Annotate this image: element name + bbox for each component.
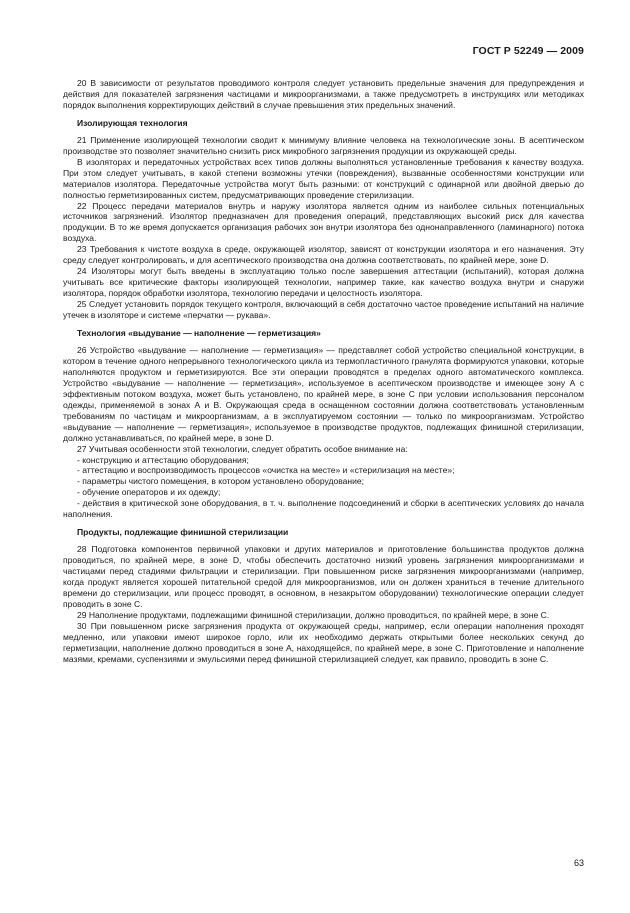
page-number: 63 — [573, 858, 584, 868]
list-item: - параметры чистого помещения, в котором установлено оборудование; — [77, 476, 365, 487]
paragraph-28: 28 Подготовка компонентов первичной упаковки и других материалов и приготовление большинства продуктов должна проводиться, по крайней мере, в зоне D, чтобы обеспечить достаточно низкий уровень загрязнения микроорганизмами и частицами перед стадиями фильтрации и стерилизации. При повышенном риске загрязнения микроорганизмами (например, когда продукт является хорошей питательной средой для микроорганизмов, или он должен храниться в течение длительного времени до стерилизации, или процесс проводят, в основном, в незакрытом оборудовании) технологические операции следует проводить в зоне С. — [63, 544, 584, 609]
paragraph-25: 25 Следует установить порядок текущего контроля, включающий в себя достаточно частое проведение испытаний на наличие утечек в изоляторе и системе «перчатки — рукава». — [63, 299, 584, 321]
paragraph-21-cont: В изоляторах и передаточных устройствах всех типов должны выполняться установленные требования к качеству воздуха. При этом следует учитывать, в какой степени возможны утечки (повреждения), вызванные особенностями конструкции или материалов изолятора. Передаточные устройства могут быть разными: от конструкций с одинарной или двойной дверью до полностью герметизированных систем, предусматривающих проведение стерилизации. — [63, 156, 584, 200]
paragraph-27: 27 Учитывая особенности этой технологии, следует обратить особое внимание на: — [77, 443, 408, 454]
heading-isolating-technology: Изолирующая технология — [77, 117, 188, 128]
list-item: - конструкцию и аттестацию оборудования; — [77, 454, 249, 465]
paragraph-30: 30 При повышенном риске загрязнения продукта от окружающей среды, например, если операции наполнения проходят медленно, или упаковки имеют широкое горло, или их необходимо держать открытыми более нескольких секунд до герметизации, наполнение должно проводиться в зоне А, находящейся, по крайней мере, в зоне С. Приготовление и наполнение мазями, кремами, суспензиями и эмульсиями перед финишной стерилизацией следует, как правило, проводить в зоне С. — [63, 620, 584, 664]
paragraph-24: 24 Изоляторы могут быть введены в эксплуатацию только после завершения аттестации (испытаний), которая должна учитывать все критические факторы изолирующей технологии, например такие, как качество воздуха внутри и снаружи изолятора, порядок обработки изолятора, технологию передачи и целостность изолятора. — [63, 266, 584, 299]
list-item: - действия в критической зоне оборудования, в т. ч. выполнение подсоединений и сборки в асептических условиях до начала наполнения. — [63, 498, 584, 520]
heading-terminal-sterilization: Продукты, подлежащие финишной стерилизации — [77, 527, 289, 538]
list-item: - аттестацию и воспроизводимость процессов «очистка на месте» и «стерилизация на месте»; — [77, 465, 455, 476]
paragraph-21: 21 Применение изолирующей технологии сводит к минимуму влияние человека на технологические зоны. В асептическом производстве это позволяет значительно снизить риск микробного загрязнения продукции из окружающей среды. — [63, 134, 584, 156]
heading-blow-fill-seal: Технология «выдувание — наполнение — герметизация» — [77, 328, 321, 339]
paragraph-29: 29 Наполнение продуктами, подлежащими финишной стерилизации, должно проводиться, по крайней мере, в зоне С. — [77, 609, 550, 620]
paragraph-22: 22 Процесс передачи материалов внутрь и наружу изолятора является одним из наиболее сильных потенциальных источников загрязнений. Изолятор предназначен для проведения операций, представляющих высокий риск для качества продукции. В то же время допускается организация рабочих зон внутри изолятора без однонаправленного (ламинарного) потока воздуха. — [63, 200, 584, 244]
document-body — [63, 78, 584, 665]
paragraph-20: 20 В зависимости от результатов проводимого контроля следует установить предельные значения для предупреждения и действия для показателей загрязнения частицами и микроорганизмами, а также предусмотреть в инструкциях или методиках порядок выполнения корректирующих действий в случае превышения этих предельных значений. — [63, 78, 584, 110]
list-item: - обучение операторов и их одежду; — [77, 487, 221, 498]
paragraph-23: 23 Требования к чистоте воздуха в среде, окружающей изолятор, зависят от конструкции изолятора и его назначения. Эту среду следует контролировать, и для асептического производства она должна соответствовать, по крайней мере, зоне D. — [63, 244, 584, 266]
paragraph-26: 26 Устройство «выдувание — наполнение — герметизация» — представляет собой устройство специальной конструкции, в котором в течение одного непрерывного технологического цикла из термопластичного гранулята формируются упаковки, которые наполняются продуктом и герметизируются. Все эти операции проводятся в пределах одного автоматического комплекса. Устройство «выдувание — наполнение — герметизация», используемое в асептическом производстве и имеющее зону А с эффективным потоком воздуха, может быть установлено, по крайней мере, в зоне С при условии использования персоналом одежды, применяемой в зонах А и В. Окружающая среда в оснащенном состоянии должна соответствовать установленным требованиям по частицам и микроорганизмам, а в эксплуатируемом состоянии — только по микроорганизмам. Устройство «выдувание — наполнение — герметизация», используемое в производстве продуктов, подлежащих финишной стерилизации, должно устанавливаться, по крайней мере, в зоне D. — [63, 344, 584, 443]
standard-header: ГОСТ Р 52249 — 2009 — [472, 45, 584, 57]
